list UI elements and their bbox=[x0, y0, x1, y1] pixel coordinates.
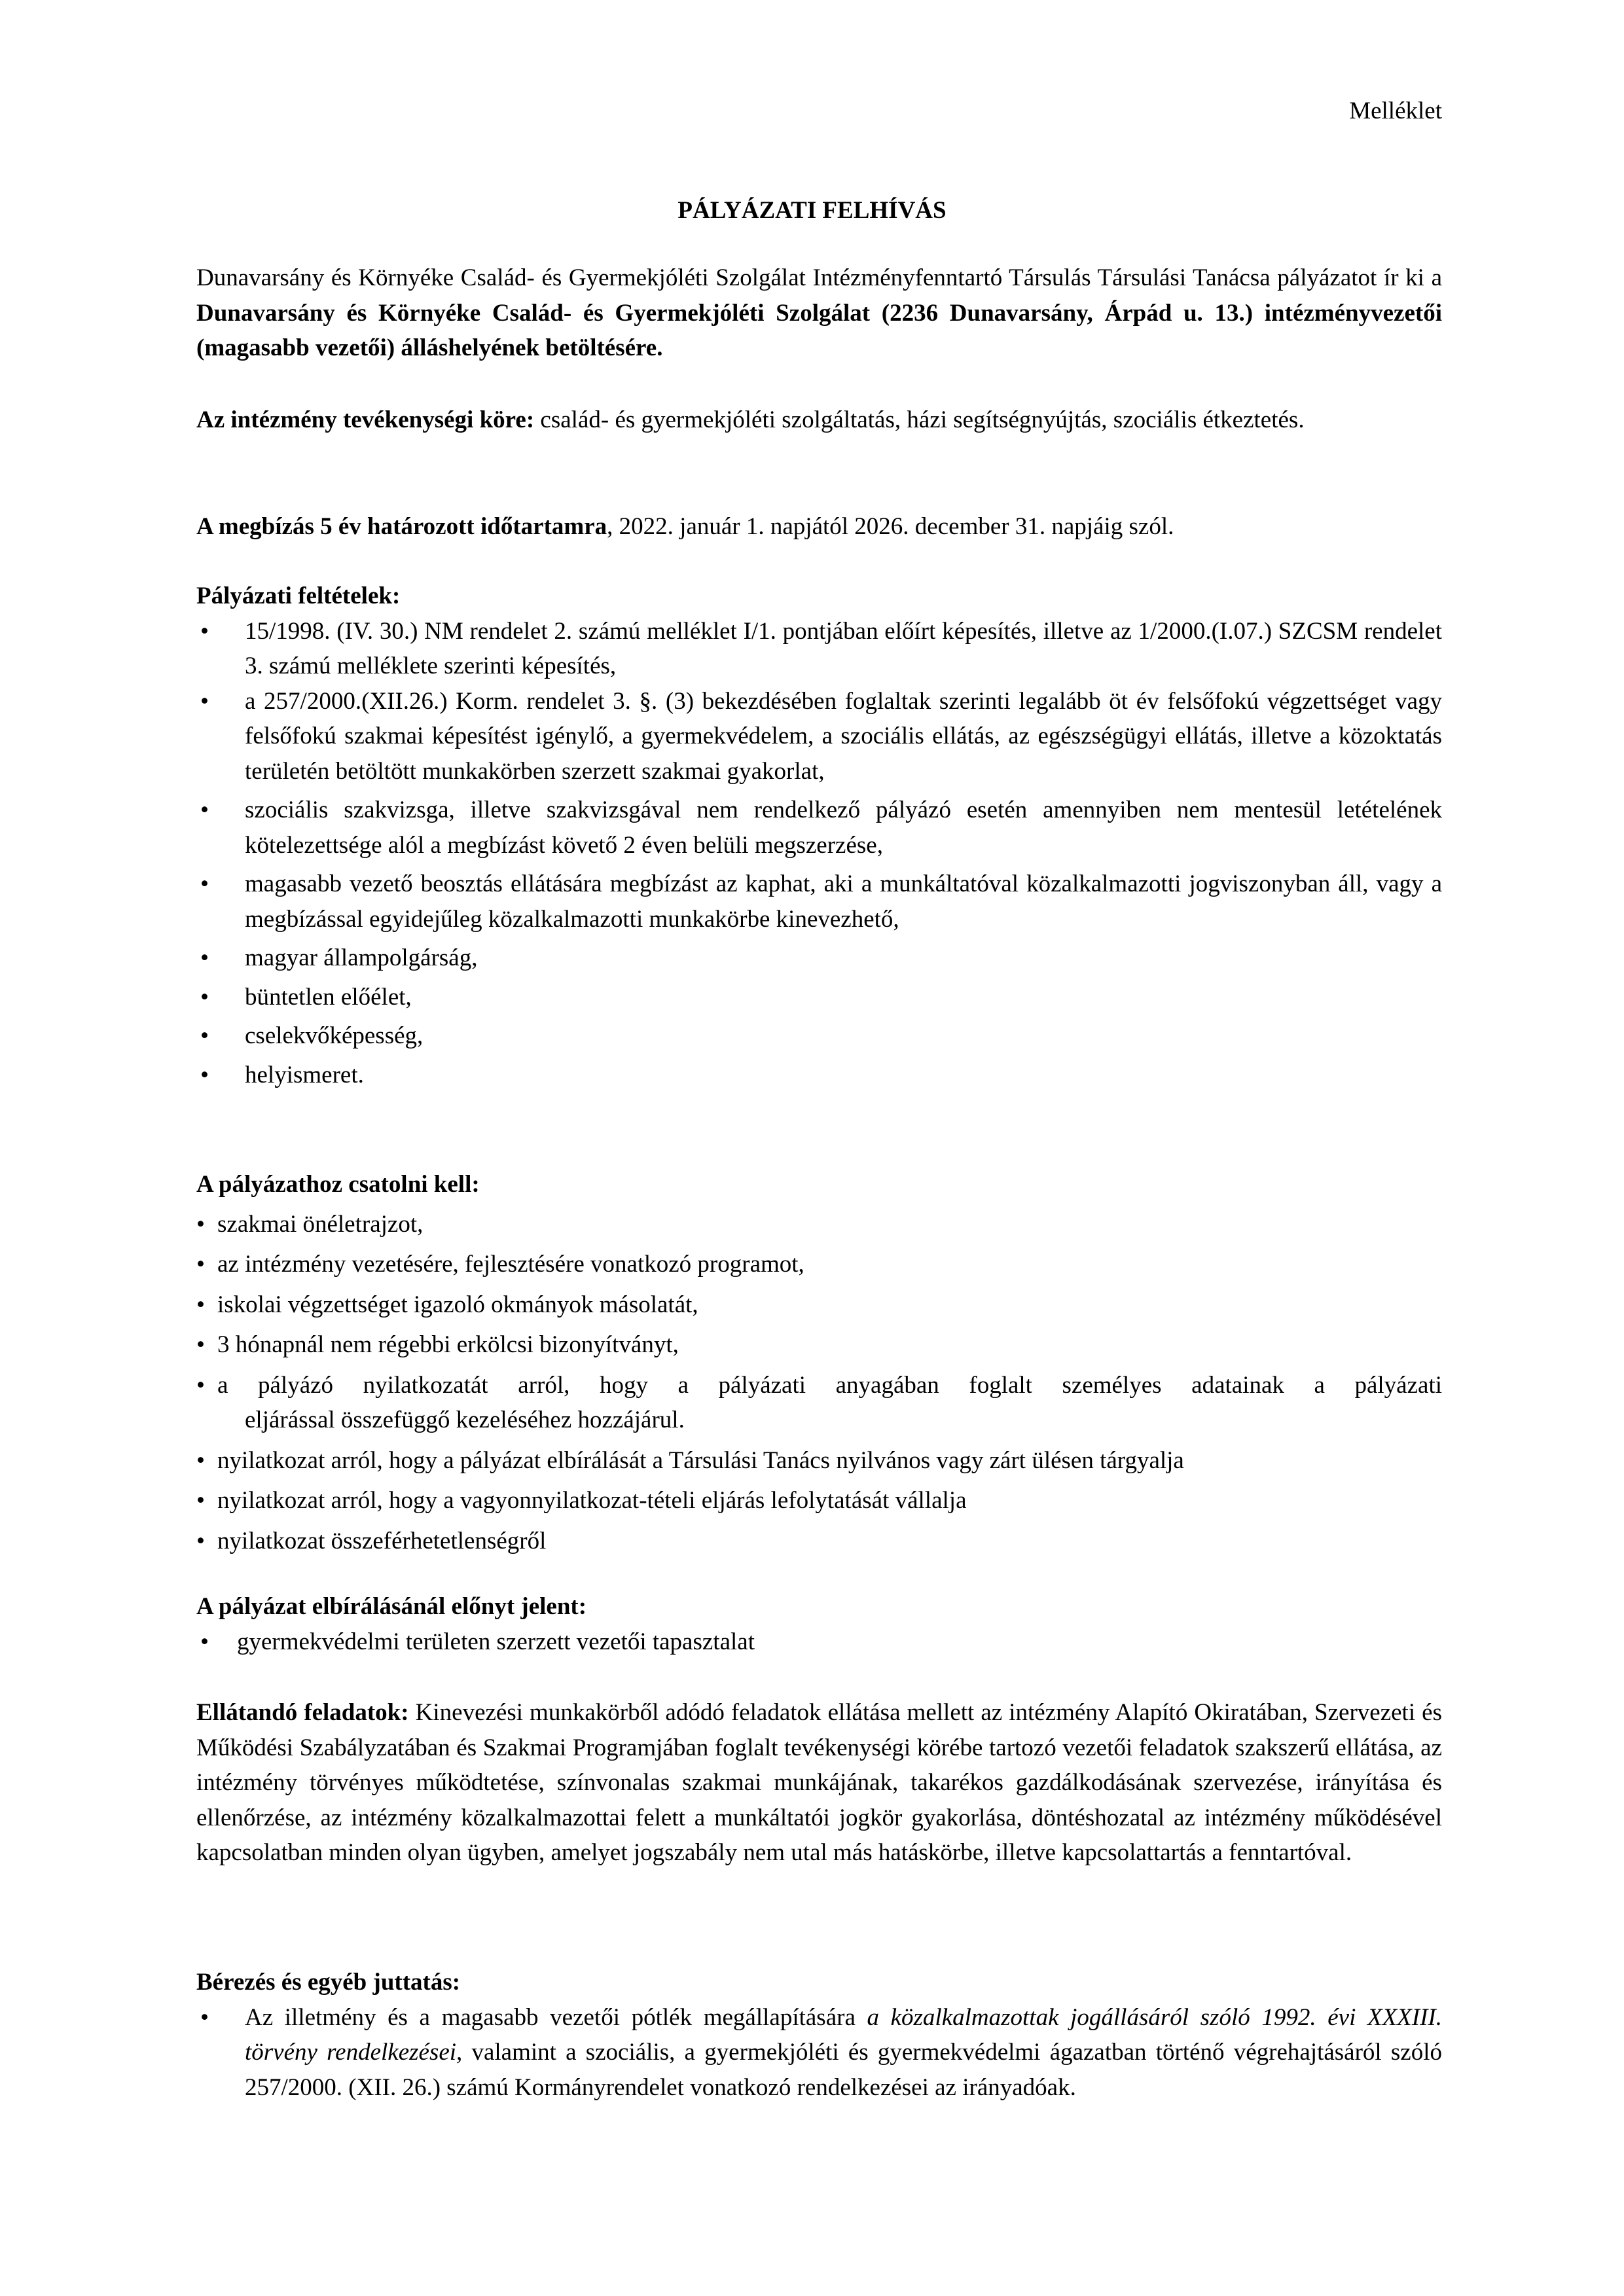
bullet-icon: • bbox=[200, 1628, 209, 1655]
list-item: • 3 hónapnál nem régebbi erkölcsi bizonyítványt, bbox=[196, 1327, 1442, 1363]
pay-list bbox=[196, 2000, 1442, 2106]
intro-paragraph bbox=[196, 260, 1442, 366]
bullet-icon: • bbox=[200, 1022, 209, 1049]
bullet-icon: • bbox=[196, 1446, 205, 1474]
pay-section bbox=[196, 1965, 1442, 2105]
list-item: • nyilatkozat arról, hogy a pályázat elbírálását a Társulási Tanács nyilvános vagy zárt ülésen tárgyalja bbox=[196, 1443, 1442, 1479]
bullet-icon: • bbox=[196, 1331, 205, 1358]
scope-text: család- és gyermekjóléti szolgáltatás, házi segítségnyújtás, szociális étkeztetés. bbox=[534, 406, 1305, 433]
bullet-icon: • bbox=[200, 944, 209, 971]
list-item: • nyilatkozat arról, hogy a vagyonnyilatkozat-tételi eljárás lefolytatását vállalja bbox=[196, 1483, 1442, 1518]
list-item: • gyermekvédelmi területen szerzett vezetői tapasztalat bbox=[196, 1624, 1442, 1660]
list-item: • a pályázó nyilatkozatát arról, hogy a pályázati anyagában foglalt személyes adatainak a pályázati eljárással összefüggő kezeléséhez hozzájárul. bbox=[196, 1368, 1442, 1438]
term-label: A megbízás 5 év határozott időtartamra bbox=[196, 513, 607, 540]
duties-paragraph bbox=[196, 1695, 1442, 1871]
bullet-icon: • bbox=[200, 1061, 209, 1088]
term-text: , 2022. január 1. napjától 2026. december 31. napjáig szól. bbox=[607, 513, 1174, 540]
list-item: • magyar állampolgárság, bbox=[196, 941, 1442, 976]
list-item: • szociális szakvizsga, illetve szakvizsgával nem rendelkező pályázó esetén amennyiben nem mentesül letételének kötelezettsége alól a megbízást követő 2 éven belüli megszerzése, bbox=[196, 793, 1442, 863]
term-paragraph bbox=[196, 509, 1442, 545]
list-item: • Az illetmény és a magasabb vezetői pótlék megállapítására a közalkalmazottak jogállásáról szóló 1992. évi XXXIII. törvény rendelkezései, valamint a szociális, a gyermekjóléti és gyermekvédelmi ágazatban történő végrehajtásáról szóló 257/2000. (XII. 26.) számú Kormányrendelet vonatkozó rendelkezései az irányadóak. bbox=[196, 2000, 1442, 2106]
attachments-list bbox=[196, 1207, 1442, 1559]
list-item: • helyismeret. bbox=[196, 1058, 1442, 1093]
list-item: • iskolai végzettséget igazoló okmányok másolatát, bbox=[196, 1287, 1442, 1323]
conditions-list bbox=[196, 614, 1442, 1093]
list-item: • a 257/2000.(XII.26.) Korm. rendelet 3. §. (3) bekezdésében foglaltak szerinti legalább öt év felsőfokú végzettséget vagy felsőfokú szakmai képesítést igénylő, a gyermekvédelem, a szociális ellátás, az egészségügyi ellátás, illetve a közoktatás területén betöltött munkakörben szerzett szakmai gyakorlat, bbox=[196, 684, 1442, 789]
conditions-section bbox=[196, 579, 1442, 1092]
scope-paragraph bbox=[196, 403, 1442, 438]
annex-label: Melléklet bbox=[1349, 98, 1442, 124]
duties-label: Ellátandó feladatok: bbox=[196, 1699, 409, 1726]
bullet-icon: • bbox=[200, 617, 209, 645]
bullet-icon: • bbox=[196, 1371, 205, 1399]
bullet-icon: • bbox=[196, 1487, 205, 1514]
list-item: • magasabb vezető beosztás ellátására megbízást az kaphat, aki a munkáltatóval közalkalmazotti jogviszonyban áll, vagy a megbízással egyidejűleg közalkalmazotti munkakörbe kinevezhető, bbox=[196, 867, 1442, 937]
advantage-section bbox=[196, 1589, 1442, 1659]
list-item: • nyilatkozat összeférhetetlenségről bbox=[196, 1524, 1442, 1559]
attachments-heading: A pályázathoz csatolni kell: bbox=[196, 1171, 480, 1198]
document-title: PÁLYÁZATI FELHÍVÁS bbox=[677, 197, 947, 224]
advantage-heading: A pályázat elbírálásánál előnyt jelent: bbox=[196, 1593, 587, 1620]
bullet-icon: • bbox=[196, 1210, 205, 1238]
bullet-icon: • bbox=[200, 687, 209, 715]
bullet-icon: • bbox=[196, 1291, 205, 1318]
bullet-icon: • bbox=[196, 1527, 205, 1554]
pay-heading: Bérezés és egyéb juttatás: bbox=[196, 1969, 461, 1996]
bullet-icon: • bbox=[200, 2003, 209, 2031]
bullet-icon: • bbox=[196, 1251, 205, 1278]
bullet-icon: • bbox=[200, 797, 209, 823]
list-item: • szakmai önéletrajzot, bbox=[196, 1207, 1442, 1242]
intro-text: Dunavarsány és Környéke Család- és Gyermekjóléti Szolgálat Intézményfenntartó Társulás Társulási Tanácsa pályázatot ír ki a bbox=[196, 264, 1442, 291]
list-item: • büntetlen előélet, bbox=[196, 980, 1442, 1015]
list-item: • cselekvőképesség, bbox=[196, 1018, 1442, 1054]
bullet-icon: • bbox=[200, 870, 209, 897]
duties-text: Kinevezési munkakörből adódó feladatok ellátása mellett az intézmény Alapító Okiratában, Szervezeti és Működési Szabályzatában és Szakmai Programjában foglalt tevékenységi körébe tartozó vezetői feladatok szakszerű ellátása, az intézmény törvényes működtetése, színvonalas szakmai munkájának, takarékos gazdálkodásának szervezése, irányítása és ellenőrzése, az intézmény közalkalmazottai felett a munkáltatói jogkör gyakorlása, döntéshozatal az intézmény működésével kapcsolatban minden olyan ügyben, amelyet jogszabály nem utal más hatáskörbe, illetve kapcsolattartás a fenntartóval. bbox=[196, 1699, 1442, 1866]
list-item: • az intézmény vezetésére, fejlesztésére vonatkozó programot, bbox=[196, 1247, 1442, 1282]
bullet-icon: • bbox=[200, 983, 209, 1011]
attachments-section bbox=[196, 1167, 1442, 1558]
advantage-list bbox=[196, 1624, 1442, 1660]
conditions-heading: Pályázati feltételek: bbox=[196, 583, 401, 609]
scope-label: Az intézmény tevékenységi köre: bbox=[196, 406, 535, 433]
intro-institution: Dunavarsány és Környéke Család- és Gyermekjóléti Szolgálat (2236 Dunavarsány, Árpád u. 13.) intézményvezetői (magasabb vezetői) álláshelyének betöltésére. bbox=[196, 299, 1442, 361]
list-item: • 15/1998. (IV. 30.) NM rendelet 2. számú melléklet I/1. pontjában előírt képesítés, illetve az 1/2000.(I.07.) SZCSM rendelet 3. számú melléklete szerinti képesítés, bbox=[196, 614, 1442, 684]
